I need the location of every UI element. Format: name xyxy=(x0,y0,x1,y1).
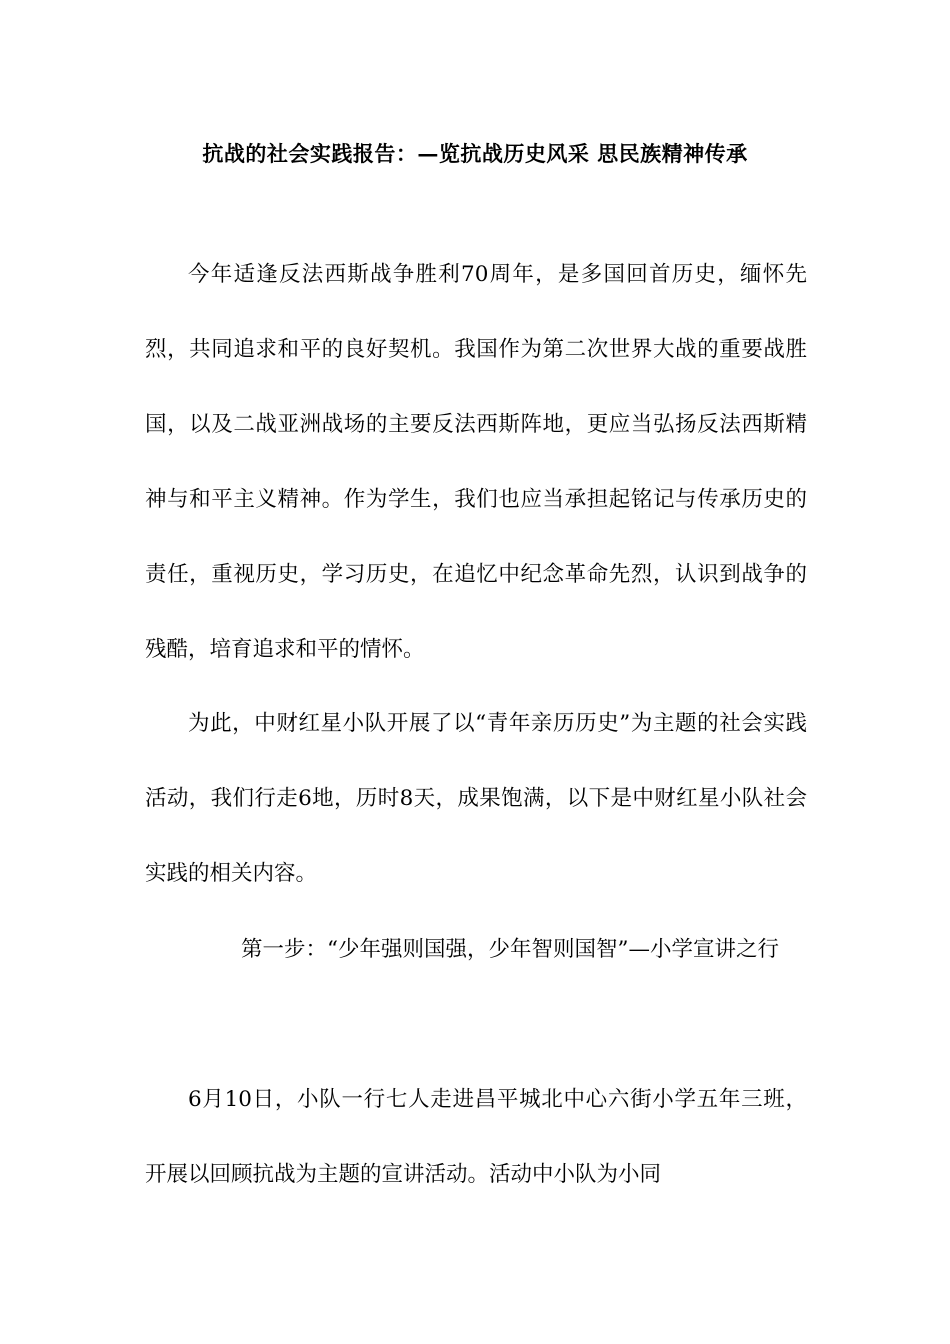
paragraph-activity-overview: 为此，中财红星小队开展了以“青年亲历历史”为主题的社会实践活动，我们行走6地，历时8天，成果饱满，以下是中财红星小队社会实践的相关内容。 xyxy=(145,711,807,886)
section-heading-step-one: 第一步：“少年强则国强，少年智则国智”—小学宣讲之行 xyxy=(241,937,779,962)
document-title: 抗战的社会实践报告：—览抗战历史风采 思民族精神传承 xyxy=(202,141,748,166)
paragraph-school-visit: 6月10日，小队一行七人走进昌平城北中心六街小学五年三班，开展以回顾抗战为主题的宣讲活动。活动中小队为小同 xyxy=(145,1087,807,1187)
paragraph-intro: 今年适逢反法西斯战争胜利70周年，是多国回首历史，缅怀先烈，共同追求和平的良好契机。我国作为第二次世界大战的重要战胜国，以及二战亚洲战场的主要反法西斯阵地，更应当弘扬反法西斯精神与和平主义精神。作为学生，我们也应当承担起铭记与传承历史的责任，重视历史，学习历史，在追忆中纪念革命先烈，认识到战争的残酷，培育追求和平的情怀。 xyxy=(145,262,807,662)
